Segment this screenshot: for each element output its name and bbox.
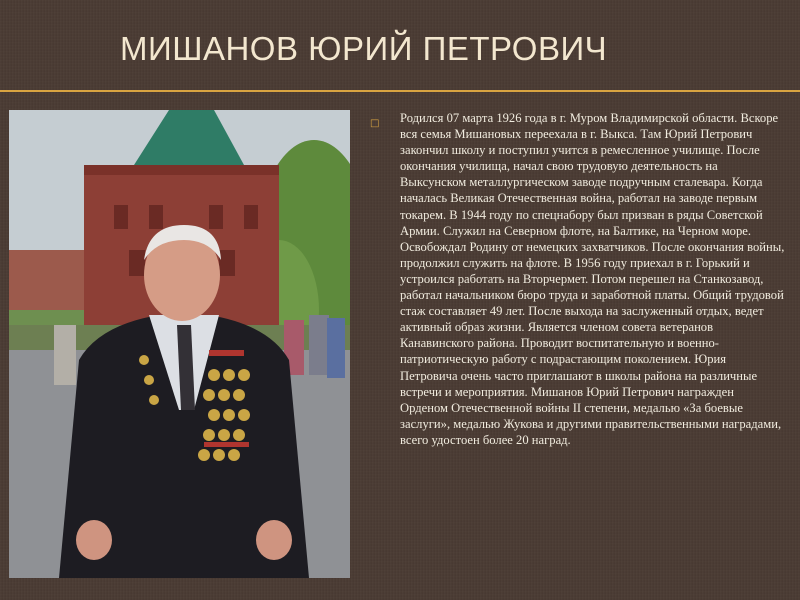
veteran-photo xyxy=(9,110,350,578)
square-bullet-icon: □ xyxy=(370,118,380,129)
slide-title: МИШАНОВ ЮРИЙ ПЕТРОВИЧ xyxy=(120,30,608,67)
biography-text: Родился 07 марта 1926 года в г. Муром Владимирской области. Вскоре вся семья Мишановых переехала в г. Выкса. Там Юрий Петрович закончил школу и поступил учится в ремесленное училище. После окончания училища, начал свою трудовую деятельность на Выксунском металлургическом заводе подручным сталевара. Когда началась Великая Отечественная война, работал на заводе первым токарем. В 1944 году по спецнабору был призван в ряды Советской Армии. Служил на Северном флоте, на Балтике, на Черном море. Освобождал Родину от немецких захватчиков. После окончания войны, продолжил служить на флоте. В 1956 году приехал в г. Горький и устроился работать на Вторчермет. Потом перешел на Станкозавод, работал начальником бюро труда и заработной платы. Общий трудовой стаж составляет 49 лет. После выхода на заслуженный отдых, ведет активный образ жизни. Является членом совета ветеранов Канавинского района. Проводит воспитательную и военно-патриотическую работу с подрастающим поколением. Юрия Петровича очень часто приглашают в школы района на различные встречи и мероприятия. Мишанов Юрий Петрович награжден Орденом Отечественной войны II степени, медалью «За боевые заслуги», медалью Жукова и другими правительственными наградами, всего удостоен более 20 наград. xyxy=(400,111,785,447)
title-divider xyxy=(0,90,800,92)
